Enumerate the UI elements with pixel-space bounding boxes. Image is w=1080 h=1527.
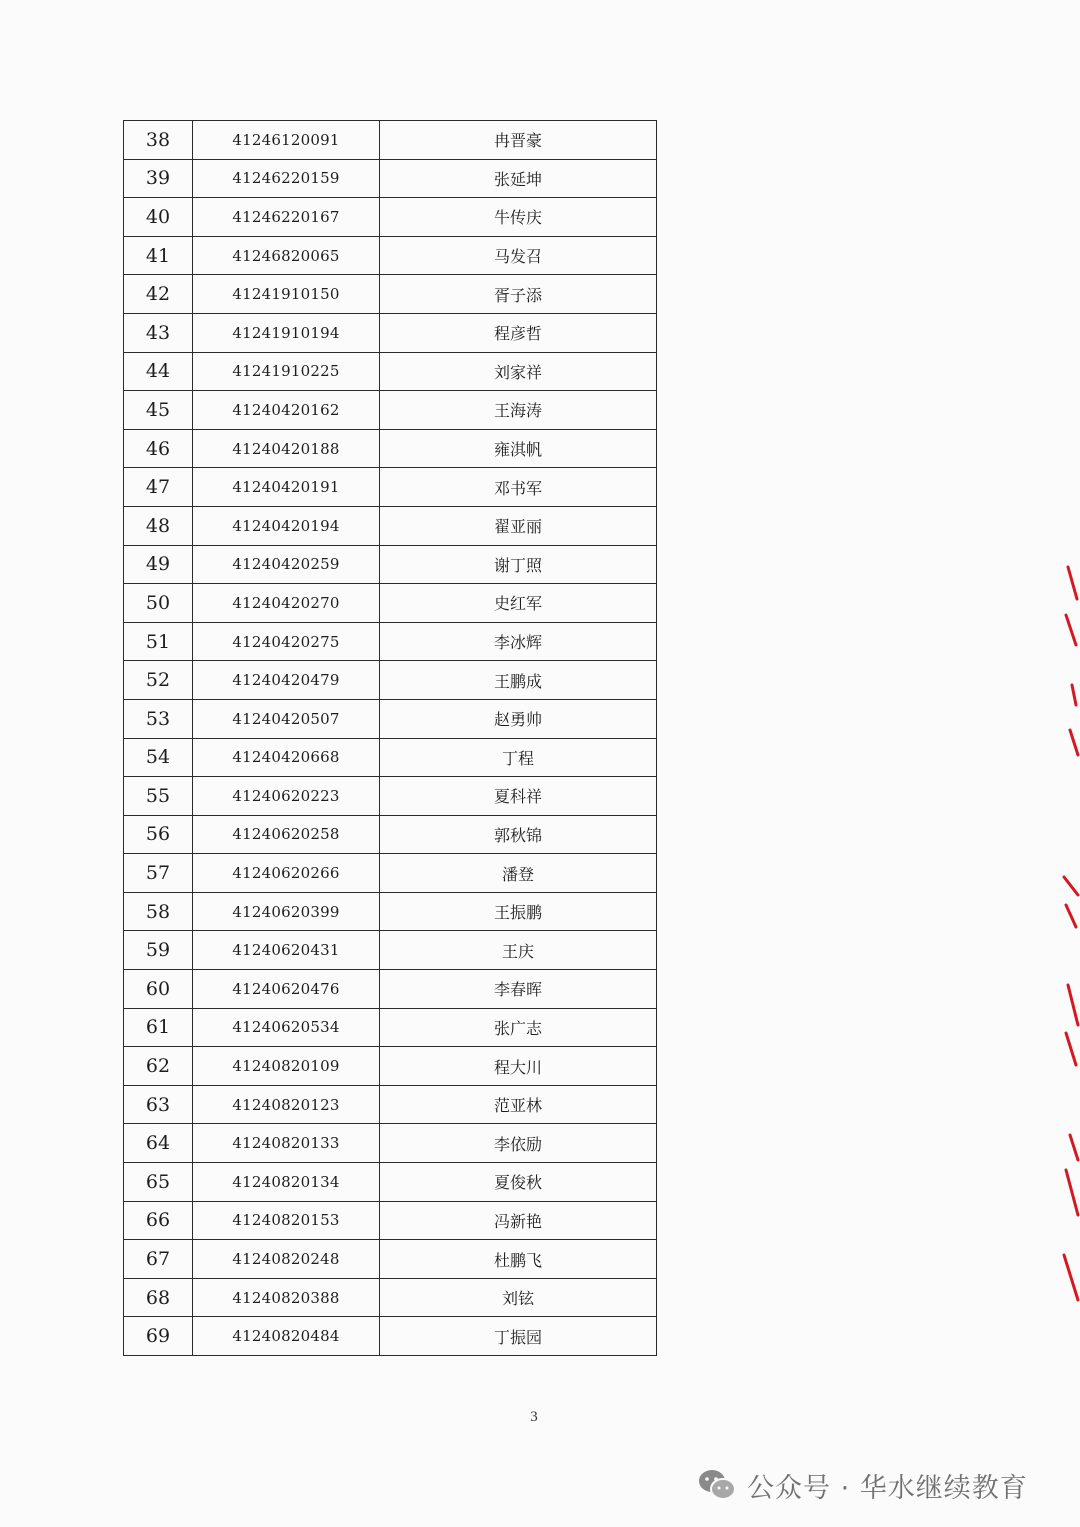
student-name-cell: 李冰辉: [380, 622, 657, 661]
student-id-cell: 41240420275: [193, 622, 380, 661]
table-row: [124, 1124, 657, 1163]
row-number-cell: 64: [124, 1124, 193, 1163]
table-row: [124, 545, 657, 584]
table-row: [124, 352, 657, 391]
student-id-cell: 41246820065: [193, 236, 380, 275]
table-row: [124, 699, 657, 738]
student-name-cell: 程彦哲: [380, 313, 657, 352]
student-id-cell: 41240620223: [193, 777, 380, 816]
student-id-cell: 41240620431: [193, 931, 380, 970]
student-name-cell: 翟亚丽: [380, 506, 657, 545]
student-id-cell: 41240620534: [193, 1008, 380, 1047]
student-id-cell: 41240820123: [193, 1085, 380, 1124]
student-id-cell: 41240420668: [193, 738, 380, 777]
table-row: [124, 1201, 657, 1240]
row-number-cell: 39: [124, 159, 193, 198]
row-number-cell: 42: [124, 275, 193, 314]
student-id-cell: 41241910194: [193, 313, 380, 352]
table-row: [124, 236, 657, 275]
student-name-cell: 赵勇帅: [380, 699, 657, 738]
row-number-cell: 44: [124, 352, 193, 391]
student-id-cell: 41240820248: [193, 1240, 380, 1279]
row-number-cell: 65: [124, 1163, 193, 1202]
student-name-cell: 李依励: [380, 1124, 657, 1163]
row-number-cell: 40: [124, 198, 193, 237]
student-name-cell: 冉晋豪: [380, 121, 657, 160]
table-row: [124, 738, 657, 777]
table-row: [124, 584, 657, 623]
student-name-cell: 王海涛: [380, 391, 657, 430]
student-name-cell: 李春晖: [380, 970, 657, 1009]
roster-table: [123, 120, 657, 1356]
roster-table-body: [124, 121, 657, 1356]
table-row: [124, 931, 657, 970]
student-id-cell: 41240820133: [193, 1124, 380, 1163]
row-number-cell: 55: [124, 777, 193, 816]
row-number-cell: 38: [124, 121, 193, 160]
row-number-cell: 46: [124, 429, 193, 468]
row-number-cell: 53: [124, 699, 193, 738]
student-name-cell: 夏俊秋: [380, 1163, 657, 1202]
table-row: [124, 1047, 657, 1086]
student-name-cell: 丁程: [380, 738, 657, 777]
student-name-cell: 牛传庆: [380, 198, 657, 237]
student-name-cell: 刘铉: [380, 1278, 657, 1317]
student-id-cell: 41240420194: [193, 506, 380, 545]
row-number-cell: 58: [124, 892, 193, 931]
table-row: [124, 391, 657, 430]
student-name-cell: 马发召: [380, 236, 657, 275]
student-id-cell: 41240820109: [193, 1047, 380, 1086]
row-number-cell: 63: [124, 1085, 193, 1124]
student-id-cell: 41240420270: [193, 584, 380, 623]
row-number-cell: 61: [124, 1008, 193, 1047]
student-id-cell: 41246220159: [193, 159, 380, 198]
student-id-cell: 41240820388: [193, 1278, 380, 1317]
student-id-cell: 41241910225: [193, 352, 380, 391]
student-name-cell: 谢丁照: [380, 545, 657, 584]
row-number-cell: 59: [124, 931, 193, 970]
row-number-cell: 66: [124, 1201, 193, 1240]
table-row: [124, 1163, 657, 1202]
student-name-cell: 冯新艳: [380, 1201, 657, 1240]
row-number-cell: 48: [124, 506, 193, 545]
student-name-cell: 夏科祥: [380, 777, 657, 816]
table-row: [124, 970, 657, 1009]
row-number-cell: 47: [124, 468, 193, 507]
row-number-cell: 41: [124, 236, 193, 275]
table-row: [124, 313, 657, 352]
row-number-cell: 54: [124, 738, 193, 777]
wechat-icon: [697, 1468, 737, 1502]
student-name-cell: 张延坤: [380, 159, 657, 198]
row-number-cell: 56: [124, 815, 193, 854]
student-name-cell: 王庆: [380, 931, 657, 970]
table-row: [124, 1317, 657, 1356]
student-id-cell: 41240420188: [193, 429, 380, 468]
student-name-cell: 杜鹏飞: [380, 1240, 657, 1279]
student-id-cell: 41241910150: [193, 275, 380, 314]
student-id-cell: 41246120091: [193, 121, 380, 160]
student-id-cell: 41240820153: [193, 1201, 380, 1240]
watermark-text: 公众号 · 华水继续教育: [747, 1472, 1028, 1504]
student-id-cell: 41240820134: [193, 1163, 380, 1202]
row-number-cell: 57: [124, 854, 193, 893]
row-number-cell: 52: [124, 661, 193, 700]
student-name-cell: 郭秋锦: [380, 815, 657, 854]
student-name-cell: 史红军: [380, 584, 657, 623]
row-number-cell: 60: [124, 970, 193, 1009]
student-name-cell: 雍淇帆: [380, 429, 657, 468]
student-id-cell: 41240620266: [193, 854, 380, 893]
table-row: [124, 506, 657, 545]
row-number-cell: 51: [124, 622, 193, 661]
table-row: [124, 429, 657, 468]
student-name-cell: 胥子添: [380, 275, 657, 314]
table-row: [124, 1085, 657, 1124]
wechat-watermark: [697, 1463, 1028, 1507]
table-row: [124, 159, 657, 198]
student-id-cell: 41240420162: [193, 391, 380, 430]
student-name-cell: 张广志: [380, 1008, 657, 1047]
student-name-cell: 丁振园: [380, 1317, 657, 1356]
student-id-cell: 41240620476: [193, 970, 380, 1009]
row-number-cell: 50: [124, 584, 193, 623]
student-id-cell: 41240620399: [193, 892, 380, 931]
table-row: [124, 1240, 657, 1279]
table-row: [124, 121, 657, 160]
row-number-cell: 69: [124, 1317, 193, 1356]
table-row: [124, 622, 657, 661]
table-row: [124, 892, 657, 931]
student-id-cell: 41240420259: [193, 545, 380, 584]
row-number-cell: 49: [124, 545, 193, 584]
table-row: [124, 198, 657, 237]
table-row: [124, 1008, 657, 1047]
row-number-cell: 62: [124, 1047, 193, 1086]
table-row: [124, 777, 657, 816]
student-name-cell: 程大川: [380, 1047, 657, 1086]
row-number-cell: 43: [124, 313, 193, 352]
row-number-cell: 67: [124, 1240, 193, 1279]
table-row: [124, 468, 657, 507]
table-row: [124, 854, 657, 893]
student-id-cell: 41246220167: [193, 198, 380, 237]
table-row: [124, 275, 657, 314]
student-name-cell: 潘登: [380, 854, 657, 893]
student-id-cell: 41240420507: [193, 699, 380, 738]
seal-fragment: [1058, 555, 1080, 1315]
table-row: [124, 1278, 657, 1317]
student-id-cell: 41240420191: [193, 468, 380, 507]
student-id-cell: 41240620258: [193, 815, 380, 854]
row-number-cell: 68: [124, 1278, 193, 1317]
student-id-cell: 41240820484: [193, 1317, 380, 1356]
table-row: [124, 815, 657, 854]
student-name-cell: 王鹏成: [380, 661, 657, 700]
student-id-cell: 41240420479: [193, 661, 380, 700]
student-name-cell: 王振鹏: [380, 892, 657, 931]
student-name-cell: 范亚林: [380, 1085, 657, 1124]
student-name-cell: 刘家祥: [380, 352, 657, 391]
row-number-cell: 45: [124, 391, 193, 430]
student-name-cell: 邓书军: [380, 468, 657, 507]
table-row: [124, 661, 657, 700]
page-number: 3: [530, 1409, 538, 1425]
